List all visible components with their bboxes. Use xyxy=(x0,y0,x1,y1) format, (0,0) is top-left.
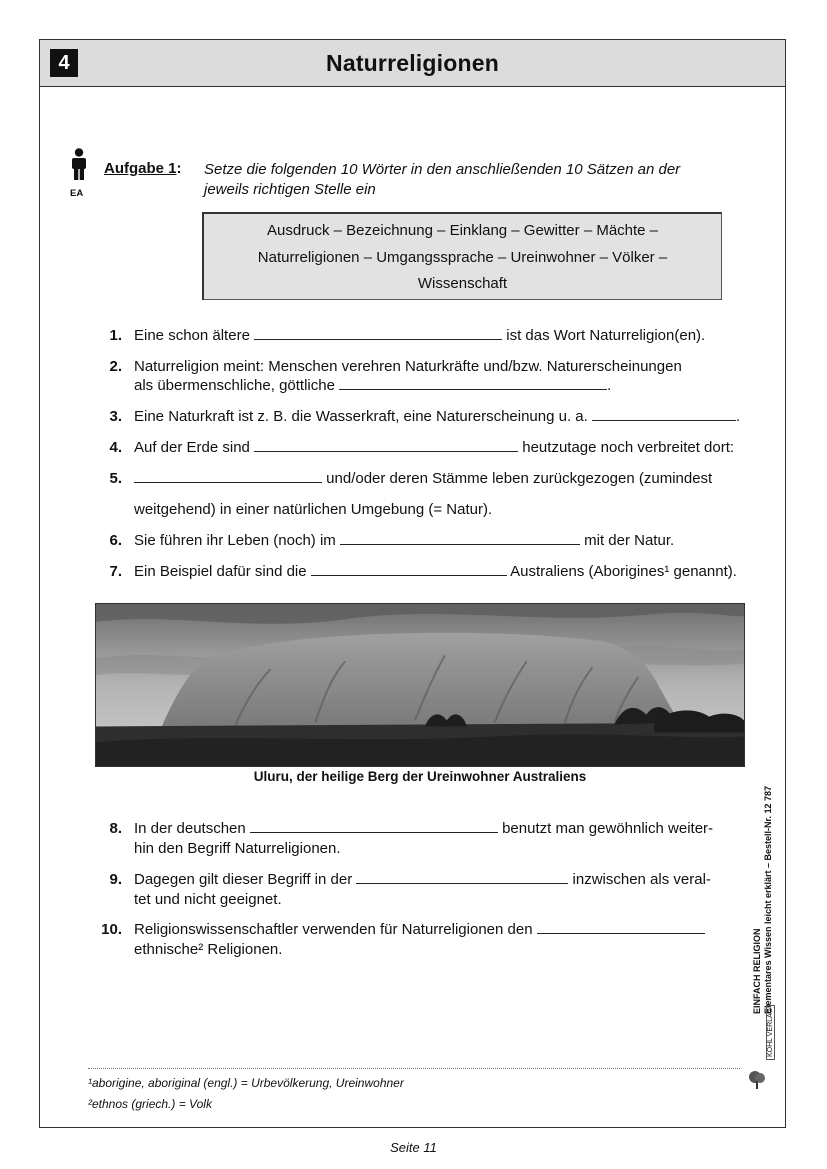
item-text xyxy=(134,407,740,426)
item-text-a: Ein Beispiel dafür sind die xyxy=(134,563,311,580)
series-title: EINFACH RELIGION xyxy=(752,928,762,1014)
answer-blank[interactable] xyxy=(537,920,705,934)
answer-blank[interactable] xyxy=(254,438,518,452)
answer-blank[interactable] xyxy=(592,407,736,421)
task-label-colon: : xyxy=(176,160,182,177)
item-text-cont: hin den Begriff Naturreligionen. xyxy=(134,840,341,857)
item-text-a: Auf der Erde sind xyxy=(134,439,255,456)
photo-caption: Uluru, der heilige Berg der Ureinwohner Australiens xyxy=(253,769,587,784)
answer-blank[interactable] xyxy=(254,326,502,340)
answer-blank[interactable] xyxy=(339,376,607,390)
item-text-b: und/oder deren Stämme leben zurückgezogen (zumindest xyxy=(322,470,713,487)
item-number: 4. xyxy=(109,439,122,456)
page-title: Naturreligionen xyxy=(326,50,499,76)
instruction-line-1: Setze die folgenden 10 Wörter in den anschließenden 10 Sätzen an der xyxy=(204,161,681,178)
word-box-line-1: Ausdruck – Bezeichnung – Einklang – Gewitter – Mächte – xyxy=(266,222,659,239)
item-text-a: Sie führen ihr Leben (noch) im xyxy=(134,532,340,549)
item-text-a: Dagegen gilt dieser Begriff in der xyxy=(134,871,357,888)
instruction-line-2: jeweils richtigen Stelle ein xyxy=(204,181,376,198)
uluru-photo xyxy=(95,603,745,767)
item-text-cont: tet und nicht geeignet. xyxy=(134,891,282,908)
footnote-1: ¹aborigine, aboriginal (engl.) = Urbevölkerung, Ureinwohner xyxy=(88,1076,404,1090)
worksheet-frame xyxy=(39,39,786,1128)
word-box-line-2: Naturreligionen – Umgangssprache – Ureinwohner – Völker – xyxy=(257,248,668,266)
header-bar xyxy=(40,40,785,87)
item-text-b: benutzt man gewöhnlich weiter- xyxy=(497,820,714,837)
answer-blank[interactable] xyxy=(356,870,568,884)
item-text-b: Australiens (Aborigines¹ genannt). xyxy=(506,563,737,580)
answer-blank[interactable] xyxy=(340,531,580,545)
item-text-cont: weitgehend) in einer natürlichen Umgebung (= Natur). xyxy=(134,501,493,518)
item-text xyxy=(134,870,711,889)
item-text-b: heutzutage noch verbreitet dort: xyxy=(518,439,735,456)
item-number: 9. xyxy=(109,871,122,888)
task-label-text: Aufgabe 1 xyxy=(104,160,177,177)
item-text-cont xyxy=(134,376,611,395)
answer-blank[interactable] xyxy=(250,819,498,833)
chapter-number: 4 xyxy=(50,49,78,77)
item-text xyxy=(134,531,674,550)
item-text-b: mit der Natur. xyxy=(579,532,675,549)
item-number: 6. xyxy=(109,532,122,549)
item-number: 1. xyxy=(109,327,122,344)
page-number: Seite 11 xyxy=(390,1140,437,1155)
publisher-logo: KOHL VERLAG xyxy=(766,1005,775,1060)
item-number: 10. xyxy=(101,921,122,938)
person-icon xyxy=(69,148,89,181)
item-number: 7. xyxy=(109,563,122,580)
footnote-2: ²ethnos (griech.) = Volk xyxy=(88,1097,212,1111)
series-subtitle: Elementares Wissen leicht erklärt – Bestell-Nr. 12 787 xyxy=(763,785,773,1014)
item-text xyxy=(134,562,737,581)
item-text xyxy=(134,469,712,488)
publisher-side-text xyxy=(752,786,774,1014)
task-label xyxy=(104,160,182,177)
item-text-d: . xyxy=(607,377,612,394)
task-instruction xyxy=(204,160,744,200)
item-text-a: Eine Naturkraft ist z. B. die Wasserkraft, eine Naturerscheinung u. a. xyxy=(134,408,592,425)
item-text xyxy=(134,819,713,838)
item-number: 8. xyxy=(109,820,122,837)
item-text-b: . xyxy=(735,408,741,425)
item-number: 2. xyxy=(109,358,122,375)
item-text-b: ist das Wort Naturreligion(en). xyxy=(502,327,706,344)
answer-blank[interactable] xyxy=(134,469,322,483)
item-text-b: inzwischen als veral- xyxy=(568,871,711,888)
item-text xyxy=(134,438,734,457)
item-text-a: Eine schon ältere xyxy=(134,327,255,344)
answer-blank[interactable] xyxy=(311,562,507,576)
footnote-divider xyxy=(88,1068,740,1069)
item-text-a: In der deutschen xyxy=(134,820,250,837)
item-text: Naturreligion meint: Menschen verehren Naturkräfte und/bzw. Naturerscheinungen xyxy=(134,358,682,375)
item-text xyxy=(134,920,705,939)
item-number: 5. xyxy=(109,470,122,487)
item-text xyxy=(134,326,705,345)
word-box xyxy=(202,212,722,300)
item-number: 3. xyxy=(109,408,122,425)
word-box-line-3: Wissenschaft xyxy=(417,275,508,292)
item-text-cont: ethnische² Religionen. xyxy=(134,941,283,958)
item-text-a: Religionswissenschaftler verwenden für Naturreligionen den xyxy=(134,921,537,938)
tree-logo-icon xyxy=(746,1068,768,1090)
item-text-c: als übermenschliche, göttliche xyxy=(134,377,340,394)
ea-badge: EA xyxy=(70,188,84,199)
